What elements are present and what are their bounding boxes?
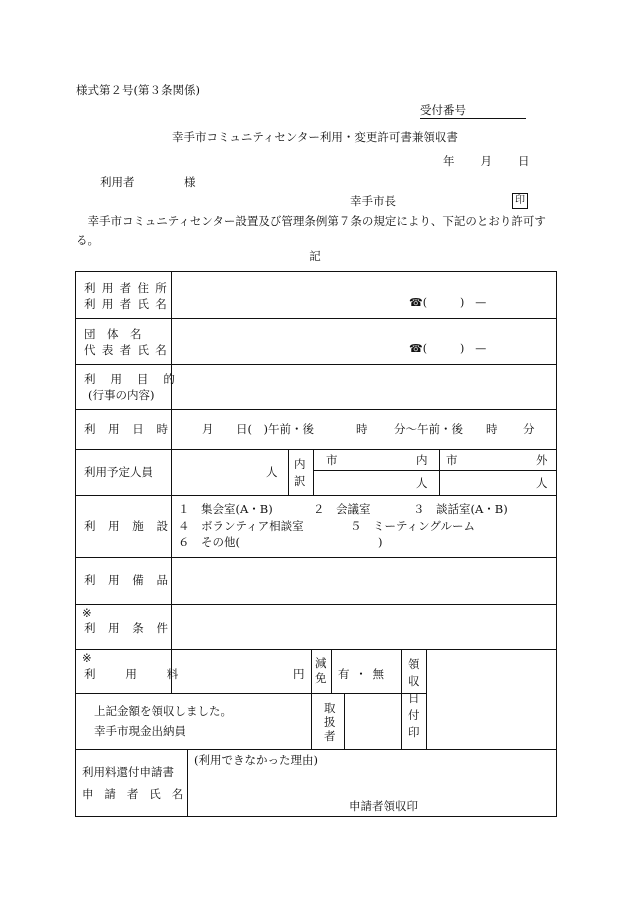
label-conditions: 利用条件 <box>84 621 181 635</box>
datetime-month: 月 <box>202 422 214 436</box>
facility-option-1: １ 集会室(A・B) <box>178 502 273 516</box>
phone-field-group: ☎( ) — <box>409 342 487 355</box>
note-mark-conditions: ※ <box>82 606 92 620</box>
user-line <box>100 175 196 189</box>
form-number: 様式第２号(第３条関係) <box>76 83 200 97</box>
label-user-address: 利用者住所 <box>84 281 174 295</box>
datetime-minute-start: 分〜午前・後 <box>394 422 463 436</box>
label-city-in: 市 <box>326 453 338 467</box>
row-divider <box>76 449 556 450</box>
datetime-day-ampm: 日( )午前・後 <box>236 422 314 436</box>
facility-option-4: ４ ボランティア相談室 <box>178 519 304 533</box>
row-divider <box>76 409 556 410</box>
row-divider <box>76 557 556 558</box>
col-divider <box>401 649 402 749</box>
facility-option-5: ５ ミーティングルーム <box>350 519 476 533</box>
label-representative: 代表者氏名 <box>84 343 174 357</box>
honorific: 様 <box>184 175 196 189</box>
reception-number: 受付番号 <box>420 105 526 119</box>
col-divider <box>426 649 427 749</box>
label-equipment: 利用備品 <box>84 573 181 587</box>
col-divider <box>439 449 440 495</box>
mayor-name: 幸手市長 <box>350 194 396 208</box>
label-city-out: 市 <box>446 453 458 467</box>
date-year: 年 <box>443 154 455 168</box>
unit-out: 人 <box>536 476 548 490</box>
label-out: 外 <box>536 453 548 467</box>
row-divider <box>76 364 556 365</box>
datetime-minute-end: 分 <box>523 422 535 436</box>
exemption-yes-no: 有・無 <box>338 667 390 681</box>
label-user-name: 利用者氏名 <box>84 297 174 311</box>
row-divider <box>76 604 556 605</box>
document-title: 幸手市コミュニティセンター利用・変更許可書兼領収書 <box>172 130 458 144</box>
label-event-content: (行事の内容) <box>88 388 155 402</box>
ki-mark: 記 <box>309 249 321 263</box>
facility-option-3: ３ 談話室(A・B) <box>413 502 508 516</box>
row-divider <box>76 495 556 496</box>
seal-stamp: 印 <box>512 193 528 209</box>
fee-yen-unit: 円 <box>293 667 305 681</box>
label-expected-people: 利用予定人員 <box>84 465 153 479</box>
facility-option-2: ２ 会議室 <box>313 502 371 516</box>
row-divider <box>76 693 426 694</box>
date-month: 月 <box>480 154 492 168</box>
date-day: 日 <box>518 154 530 168</box>
col-divider <box>288 449 289 495</box>
label-group-name: 団 体 名 <box>84 327 142 341</box>
col-divider <box>344 693 345 749</box>
cashier-label: 幸手市現金出納員 <box>94 724 186 738</box>
col-divider <box>311 649 312 749</box>
phone-field-user: ☎( ) — <box>409 296 487 309</box>
permit-table <box>75 271 557 817</box>
col-divider <box>313 449 314 495</box>
col-divider <box>331 649 332 693</box>
label-purpose: 利 用 目 的 <box>84 372 177 386</box>
datetime-hour-start: 時 <box>356 422 368 436</box>
label-receipt-date-stamp: 領収日付印 <box>408 657 420 739</box>
label-exemption: 減免 <box>315 656 327 685</box>
row-divider <box>313 470 556 471</box>
note-mark-fee: ※ <box>82 651 92 665</box>
label-usage-datetime: 利用日時 <box>84 422 181 436</box>
col-divider <box>187 749 188 817</box>
datetime-hour-end: 時 <box>486 422 498 436</box>
row-divider <box>76 649 556 650</box>
label-facility: 利用施設 <box>84 519 181 533</box>
label-refund-reason: (利用できなかった理由) <box>194 753 318 767</box>
row-divider <box>76 749 556 750</box>
label-refund-application: 利用料還付申請書 <box>82 765 174 779</box>
row-divider <box>76 318 556 319</box>
date-line <box>443 156 530 168</box>
label-breakdown: 内訳 <box>294 457 306 488</box>
unit-in: 人 <box>416 476 428 490</box>
user-label: 利用者 <box>100 175 135 189</box>
facility-option-6: ６ その他( ) <box>178 535 383 549</box>
label-handler: 取扱者 <box>324 701 336 743</box>
label-in: 内 <box>416 453 428 467</box>
label-fee: 利用料 <box>84 667 209 681</box>
people-unit: 人 <box>266 465 278 479</box>
received-statement: 上記金額を領収しました。 <box>94 704 232 718</box>
permit-statement: 幸手市コミュニティセンター設置及び管理条例第７条の規定により、下記のとおり許可する。 <box>76 214 546 247</box>
label-applicant-name: 申請者氏名 <box>82 787 195 801</box>
label-applicant-seal: 申請者領収印 <box>349 799 418 813</box>
